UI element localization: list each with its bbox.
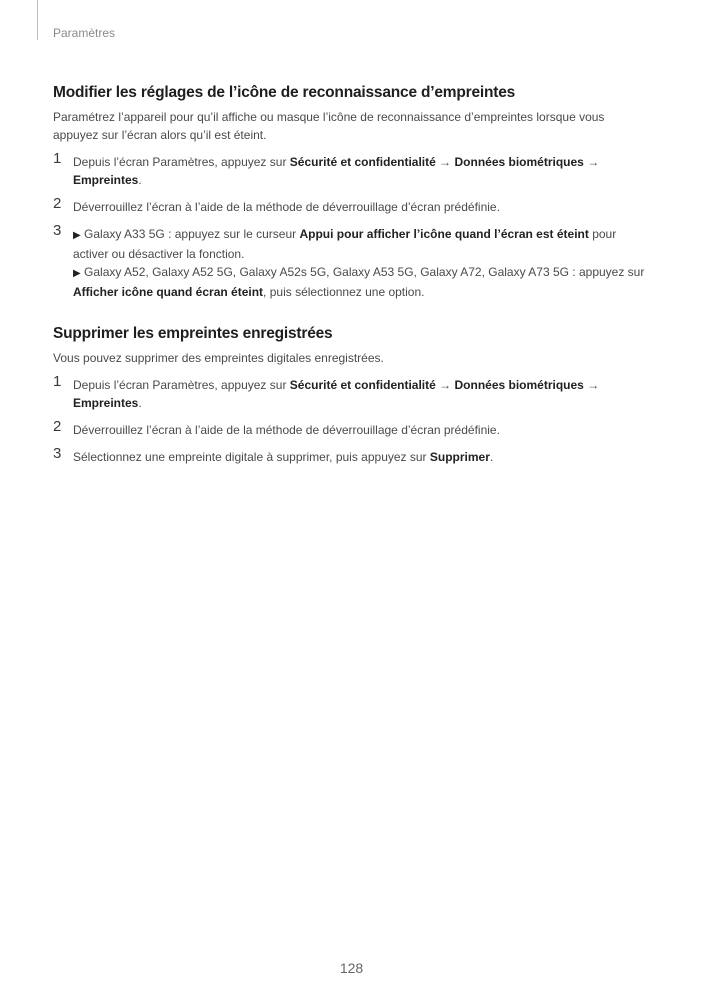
- list-item: 1 Depuis l’écran Paramètres, appuyez sur Sécurité et confidentialité → Données biométriques → Empreintes.: [53, 150, 600, 187]
- steps-list: [53, 373, 653, 466]
- list-item: 2 Déverrouillez l’écran à l’aide de la méthode de déverrouillage d’écran prédéfinie.: [53, 418, 500, 437]
- section-title-fingerprint-icon: Modifier les réglages de l’icône de reconnaissance d’empreintes: [53, 84, 516, 101]
- section-title-delete-fingerprints: Supprimer les empreintes enregistrées: [53, 325, 333, 342]
- section-intro: Paramétrez l’appareil pour qu’il affiche ou masque l’icône de reconnaissance d’empreintes lorsque vous appuyez sur l’écran alors qu’il est éteint.: [53, 110, 605, 142]
- page-number: 128: [339, 960, 364, 976]
- step-number: 1: [53, 150, 62, 167]
- model-note-a33: ▶ Galaxy A33 5G : appuyez sur le curseur Appui pour afficher l’icône quand l’écran est éteint pour activer ou désactiver la fonction.: [73, 227, 617, 261]
- steps-list: [53, 150, 653, 301]
- step-number: 2: [53, 195, 62, 212]
- section-intro: Vous pouvez supprimer des empreintes digitales enregistrées.: [53, 351, 384, 365]
- running-header: Paramètres: [53, 26, 116, 40]
- model-note-a52: ▶ Galaxy A52, Galaxy A52 5G, Galaxy A52s 5G, Galaxy A53 5G, Galaxy A72, Galaxy A73 5G : appuyez sur Afficher icône quand écran éteint, puis sélectionnez une option.: [73, 265, 645, 299]
- triangle-icon: ▶: [73, 230, 81, 241]
- triangle-icon: ▶: [73, 268, 81, 279]
- list-item: [53, 222, 653, 301]
- list-item: 3 Sélectionnez une empreinte digitale à supprimer, puis appuyez sur Supprimer.: [53, 445, 494, 464]
- step-number: 2: [53, 418, 62, 435]
- list-item: 2 Déverrouillez l’écran à l’aide de la méthode de déverrouillage d’écran prédéfinie.: [53, 195, 500, 214]
- step-number: 3: [53, 445, 62, 462]
- step-number: 1: [53, 373, 62, 390]
- list-item: 1 Depuis l’écran Paramètres, appuyez sur Sécurité et confidentialité → Données biométriques → Empreintes.: [53, 373, 600, 410]
- step-number: 3: [53, 222, 62, 239]
- header-divider: [37, 0, 38, 40]
- page-content: [53, 84, 653, 466]
